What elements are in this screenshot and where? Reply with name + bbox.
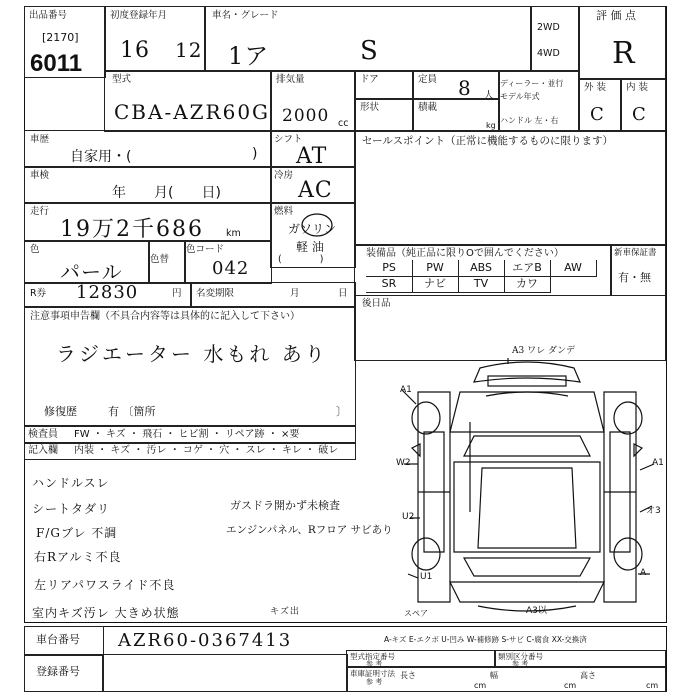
reg-month: 12 — [175, 38, 203, 62]
reg-limit-day: 日 — [338, 288, 348, 299]
fuel-circle-mark — [300, 212, 334, 238]
note-line-3: F/Gブレ 不調 — [36, 526, 118, 540]
drive-2wd: 2WD — [537, 22, 560, 33]
mark-bottom: A3以 — [526, 606, 547, 616]
recycle-label: R券 — [30, 288, 47, 299]
note-small: キズ出 — [270, 607, 300, 617]
fuel-diesel: 軽 油 — [296, 240, 324, 254]
legend: A-キズ E-エクボ U-凹み W-補修跡 S-サビ C-腐食 XX-交換済 — [384, 635, 587, 644]
mark-left-3: U2 — [402, 512, 415, 522]
load-label: 積載 — [418, 102, 438, 113]
equipment-item: SR — [366, 276, 413, 293]
shift-value: AT — [296, 144, 328, 169]
inspection-value: 年 月( 日) — [112, 185, 221, 201]
lot-bracket: [2170] — [42, 31, 79, 44]
type-ref: 参 考 — [366, 660, 383, 668]
lot-label: 出品番号 — [29, 10, 68, 21]
dealer-label: ディーラー・並行 — [500, 79, 564, 88]
mark-left-2: W2 — [396, 458, 411, 468]
shape-label: 形状 — [360, 102, 380, 113]
mileage-value: 19万2千686 — [60, 217, 204, 242]
mark-right-2: オ3 — [646, 506, 661, 516]
aftermarket-label: 後日品 — [362, 298, 391, 309]
length-label: 長さ — [400, 671, 416, 680]
drive-4wd: 4WD — [537, 48, 560, 59]
history-label: 車歴 — [30, 134, 50, 145]
color-value: パール — [60, 260, 123, 284]
color-code-label: 色コード — [186, 244, 225, 255]
note-line-6: 室内キズ汚レ 大きめ状態 — [32, 606, 180, 620]
equipment-item: PS — [366, 260, 413, 277]
reg-limit-label: 名変期限 — [196, 288, 235, 299]
equipment-item: エアB — [504, 260, 551, 277]
reg-limit-month: 月 — [290, 288, 300, 299]
history-value: 自家用・( — [70, 149, 132, 165]
chassis-label: 車台番号 — [36, 633, 80, 646]
history-box — [24, 130, 272, 168]
exterior-label: 外 装 — [584, 82, 607, 93]
model-value: CBA-AZR60G — [114, 100, 271, 124]
mark-right-3: A — [640, 568, 647, 578]
width-unit: cm — [564, 681, 577, 690]
note-right-1: ガスドラ開かず未検査 — [230, 499, 340, 512]
warranty-label: 新車保証書 — [614, 248, 657, 258]
displacement-value: 2000 — [282, 106, 330, 126]
repair-close: 〕 — [336, 405, 347, 418]
record-items: 内装 ・ キズ ・ 汚レ ・ コゲ ・ 穴 ・ スレ ・ キレ ・ 破レ — [74, 445, 339, 456]
fuel-label: 燃料 — [274, 206, 294, 217]
model-year-label: モデル年式 — [500, 92, 540, 101]
capacity-value: 8 — [458, 76, 472, 100]
warranty-value: 有・無 — [618, 271, 651, 284]
equipment-label: 装備品（純正品に限りOで囲んでください） — [366, 248, 564, 259]
mileage-label: 走行 — [30, 206, 50, 217]
note-line-2: シートタダリ — [32, 502, 111, 516]
height-unit: cm — [646, 681, 659, 690]
aftermarket-box — [354, 294, 666, 361]
door-label: ドア — [360, 74, 379, 85]
fuel-paren: ( ) — [278, 254, 324, 265]
equipment-item: ナビ — [412, 276, 459, 293]
lot-number: 6011 — [30, 50, 83, 77]
note-line-4: 右Rアルミ不良 — [34, 550, 122, 564]
note-right-2: エンジンパネル、Rフロア サビあり — [226, 524, 393, 536]
first-reg-label: 初度登録年月 — [110, 10, 168, 21]
car-name: 1ア — [228, 42, 270, 70]
inspection-label: 車検 — [30, 170, 50, 181]
car-grade: S — [360, 36, 379, 66]
mark-spare: スペア — [404, 609, 428, 618]
recycle-unit: 円 — [172, 288, 182, 299]
history-close: ) — [252, 146, 258, 162]
color-swap-label: 色替 — [150, 254, 170, 265]
sales-point-box — [354, 130, 666, 246]
score-value: R — [612, 36, 636, 71]
color-code-value: 042 — [212, 258, 250, 279]
capacity-unit: 人 — [484, 90, 494, 101]
equipment-item: PW — [412, 260, 459, 277]
height-label: 高さ — [580, 671, 596, 680]
mark-right-1: A1 — [652, 458, 664, 468]
width-label: 幅 — [490, 671, 498, 680]
equipment-item: ABS — [458, 260, 505, 277]
fuel-gas: ガソリン — [288, 222, 337, 236]
shift-label: シフト — [274, 134, 303, 145]
dims-ref: 参 考 — [366, 678, 383, 686]
repair-label: 修復歴 — [44, 405, 77, 418]
mark-left-1: A1 — [400, 385, 412, 395]
drive-box — [530, 6, 580, 72]
score-label: 評 価 点 — [596, 9, 636, 22]
aircon-value: AC — [298, 178, 333, 203]
length-unit: cm — [474, 681, 487, 690]
sales-point-label: セールスポイント（正常に機能するものに限ります） — [362, 135, 614, 147]
category-label: 類別区分番号 — [498, 652, 543, 661]
interior-grade: C — [632, 104, 647, 125]
interior-label: 内 装 — [626, 82, 649, 93]
equipment-item: カワ — [504, 276, 551, 293]
handle-label: ハンドル 左・右 — [500, 116, 559, 125]
model-label: 型式 — [112, 74, 132, 85]
caution-title: 注意事項申告欄（不具合内容等は具体的に記入して下さい） — [30, 311, 300, 322]
plate-value-box — [102, 654, 348, 692]
color-label: 色 — [30, 244, 40, 255]
type-designation-label: 型式指定番号 — [350, 652, 395, 661]
note-line-1: ハンドルスレ — [32, 476, 110, 490]
inspector-items: FW ・ キズ ・ 飛石 ・ ヒビ割 ・ リペア跡 ・ ×要 — [74, 429, 300, 440]
note-line-5: 左リアパワスライド不良 — [34, 578, 176, 592]
mileage-unit: km — [226, 228, 241, 239]
equipment-item: AW — [550, 260, 597, 277]
load-unit: kg — [486, 121, 496, 130]
dims-label: 車庫証明寸法 — [350, 669, 395, 678]
mark-left-4: U1 — [420, 572, 433, 582]
plate-label: 登録番号 — [36, 665, 80, 678]
displacement-label: 排気量 — [276, 74, 305, 85]
capacity-label: 定員 — [418, 74, 438, 85]
exterior-grade: C — [590, 104, 605, 125]
category-ref: 参 考 — [512, 660, 529, 668]
record-label: 記入欄 — [28, 445, 58, 456]
reg-year: 16 — [120, 38, 150, 63]
repair-value: 有 〔箇所 — [108, 405, 156, 418]
name-label: 車名・グレード — [212, 10, 279, 21]
aircon-label: 冷房 — [274, 170, 294, 181]
mark-top: A3 ワレ ダンデ — [512, 346, 576, 356]
recycle-value: 12830 — [76, 282, 139, 303]
inspector-label: 検査員 — [28, 429, 58, 440]
caution-text: ラジエーター 水もれ あり — [56, 342, 328, 366]
equipment-item: TV — [458, 276, 505, 293]
displacement-unit: cc — [338, 118, 349, 129]
chassis-value: AZR60-0367413 — [118, 630, 293, 651]
